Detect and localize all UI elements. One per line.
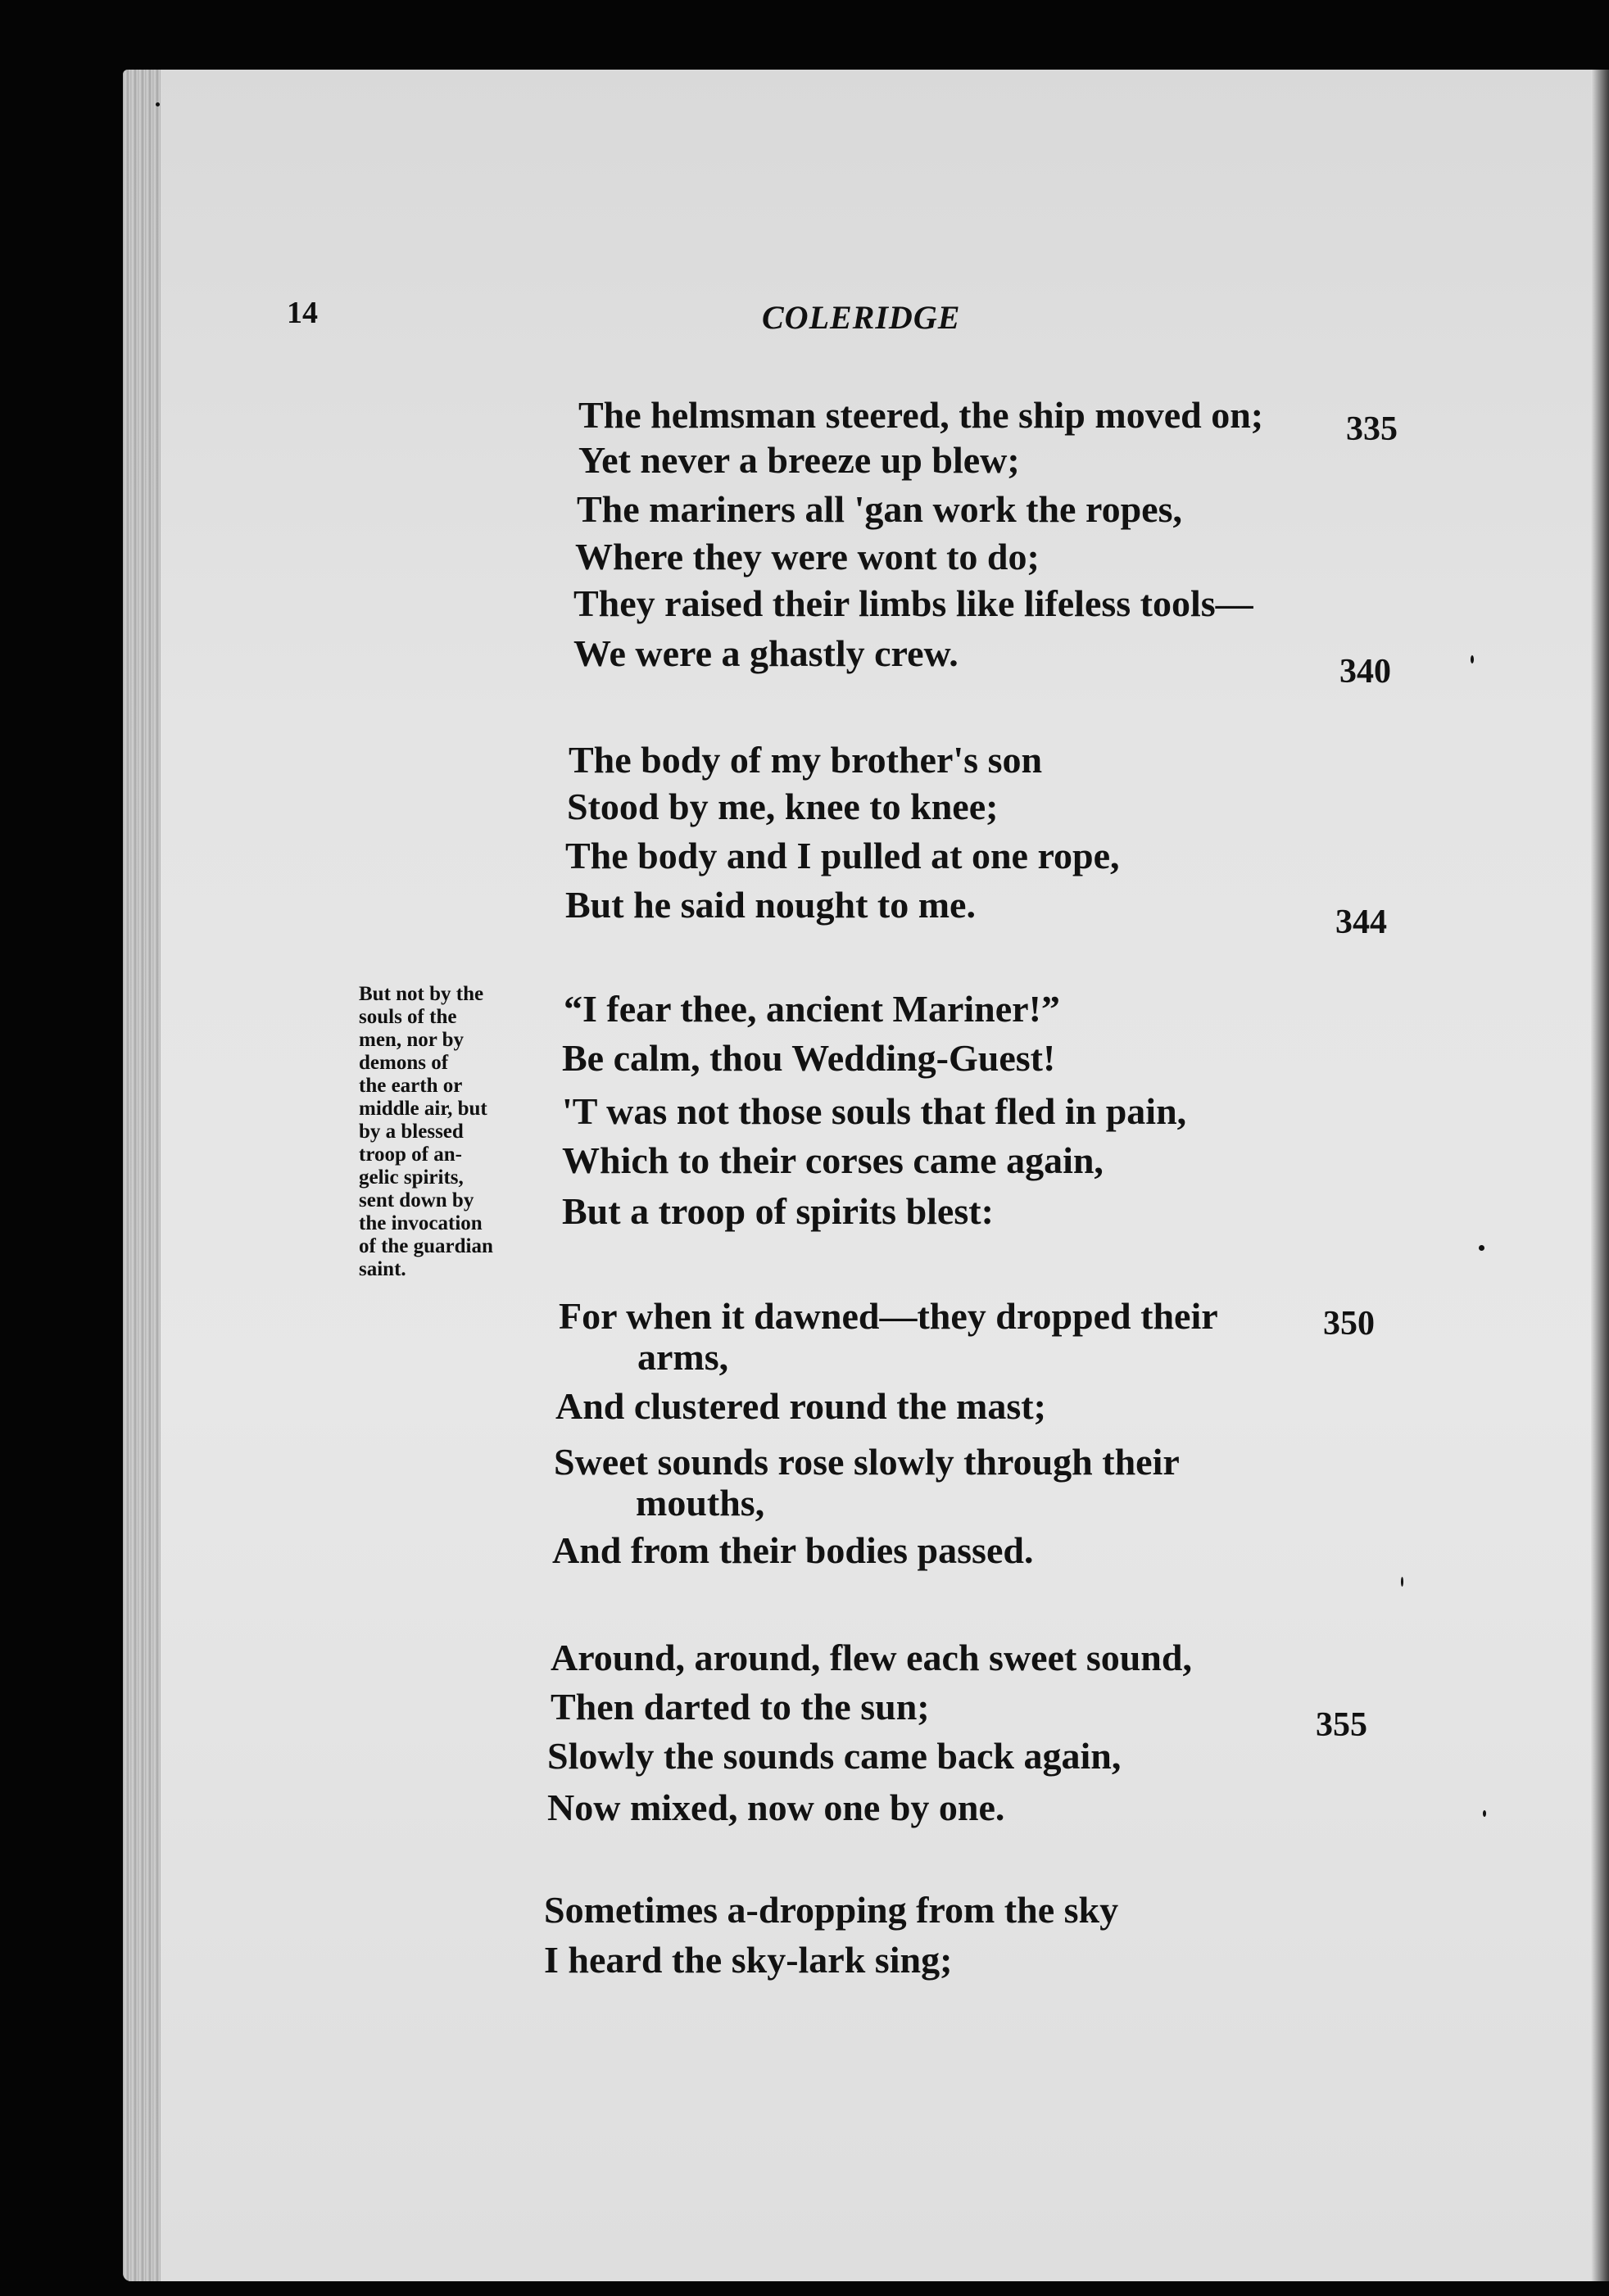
verse-line: 'T was not those souls that fled in pain, (562, 1090, 1187, 1132)
verse-line: The body of my brother's son (569, 739, 1043, 781)
verse-line: The body and I pulled at one rope, (565, 835, 1120, 876)
gloss-line: demons of (359, 1052, 449, 1074)
gloss-line: the earth or (359, 1075, 463, 1097)
verse-line: And clustered round the mast; (555, 1385, 1046, 1427)
verse-line: Slowly the sounds came back again, (547, 1735, 1122, 1777)
verse-line: Yet never a breeze up blew; (578, 439, 1020, 481)
verse-line: The helmsman steered, the ship moved on; (578, 394, 1264, 436)
dust-speck (1479, 1245, 1484, 1251)
line-number: 350 (1323, 1305, 1375, 1343)
gloss-line: sent down by (359, 1189, 474, 1211)
verse-line: Now mixed, now one by one. (547, 1787, 1005, 1828)
gloss-line: troop of an- (359, 1143, 462, 1166)
verse-line: Sometimes a-dropping from the sky (544, 1889, 1119, 1931)
verse-line: Be calm, thou Wedding-Guest! (562, 1037, 1056, 1079)
gloss-line: middle air, but (359, 1098, 487, 1120)
line-number: 340 (1339, 653, 1391, 691)
verse-line: The mariners all 'gan work the ropes, (577, 488, 1182, 530)
gloss-line: the invocation (359, 1212, 483, 1234)
verse-line: And from their bodies passed. (552, 1529, 1034, 1571)
gloss-line: souls of the (359, 1006, 457, 1028)
verse-line: But he said nought to me. (565, 884, 976, 926)
verse-line: Then darted to the sun; (551, 1686, 930, 1728)
verse-line: Which to their corses came again, (562, 1139, 1104, 1181)
verse-line: arms, (637, 1336, 729, 1378)
line-number: 355 (1316, 1706, 1367, 1744)
gloss-line: gelic spirits, (359, 1166, 464, 1189)
gloss-line: men, nor by (359, 1029, 465, 1051)
verse-line: But a troop of spirits blest: (562, 1190, 994, 1232)
dust-speck (156, 102, 160, 106)
line-number: 335 (1346, 410, 1398, 448)
verse-line: Stood by me, knee to knee; (567, 786, 999, 827)
verse-line: mouths, (636, 1482, 765, 1524)
verse-line: Where they were wont to do; (575, 536, 1040, 577)
line-number: 344 (1335, 903, 1387, 941)
dust-speck (1483, 1810, 1486, 1817)
gloss-line: of the guardian (359, 1235, 493, 1257)
verse-line: Around, around, flew each sweet sound, (551, 1637, 1192, 1678)
running-head: COLERIDGE (762, 299, 961, 336)
page-number: 14 (287, 296, 318, 330)
verse-line: I heard the sky-lark sing; (544, 1939, 953, 1981)
gloss-line: But not by the (359, 983, 484, 1005)
margin-gloss (359, 983, 555, 1281)
verse-line: Sweet sounds rose slowly through their (554, 1441, 1180, 1483)
dust-speck (1471, 655, 1474, 663)
verse-line: They raised their limbs like lifeless tools— (573, 582, 1253, 624)
verse-line: “I fear thee, ancient Mariner!” (564, 988, 1060, 1030)
verse-line: We were a ghastly crew. (573, 632, 959, 674)
verse-line: For when it dawned—they dropped their (559, 1295, 1218, 1337)
gloss-line: saint. (359, 1258, 406, 1280)
gloss-line: by a blessed (359, 1121, 464, 1143)
dust-speck (1401, 1577, 1403, 1587)
